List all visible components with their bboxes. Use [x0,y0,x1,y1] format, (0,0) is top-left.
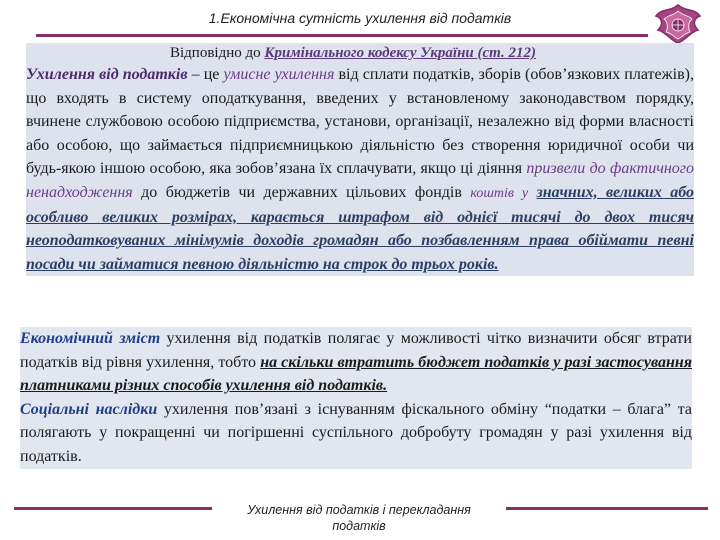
term-tax-evasion: Ухилення від податків [26,66,188,83]
footer-caption [212,502,506,534]
consequence-phrase: призвели до фактичного ненадходження [26,160,695,201]
page-title: 1.Економічна сутність ухилення від податків [208,10,512,26]
social-consequences-text: ухилення пов’язані з існуванням фіскального обміну “податки – блага” та полягають у покращенні чи погіршенні суспільного добробуту громадян у разі ухилення від податків. [20,400,693,465]
penalty-phrase: значних, великих або особливо великих розмірах, карається штрафом від однієї тисячі до двох тисяч неоподатковуваних мінімумів доходів громадян або позбавленням права обіймати певні посади чи займатися певною діяльністю на строк до трьох років. [26,183,695,273]
social-consequences-paragraph [20,398,692,469]
ornament-emblem-icon [652,2,704,46]
economic-social-block [20,327,692,469]
budget-loss-phrase: на скільки втратить бюджет податків у разі застосування платниками різних способів ухилення від податків. [20,353,693,395]
footer-line-2: податків [332,519,386,533]
header-divider [36,34,648,37]
footer-divider-left [14,507,212,510]
source-reference [26,43,694,63]
definition-text-3: до бюджетів чи державних цільових фондів [132,183,471,201]
criminal-code-link[interactable]: Кримінального кодексу України (ст. 212) [264,45,537,61]
economic-content-text: ухилення від податків полягає у можливості чітко визначити обсяг втрати податків від рівня ухилення, тобто [20,330,692,371]
economic-content-paragraph [20,327,692,398]
footer-line-1: Ухилення від податків і перекладання [247,503,471,517]
intent-phrase: умисне ухилення [223,66,335,83]
definition-text-1: – це [187,66,224,83]
social-consequences-label: Соціальні наслідки [20,400,158,418]
definition-text-4 [528,184,536,201]
funds-phrase: коштів у [470,185,529,201]
criminal-code-definition-block [26,43,694,276]
footer-divider-right [506,507,708,510]
source-prefix: Відповідно до [170,45,265,61]
definition-paragraph [26,63,694,276]
economic-content-label: Економічний зміст [20,330,161,347]
definition-text-2: від сплати податків, зборів (обов’язкових платежів), що входять в систему оподаткування, введених у встановленому законодавством порядку, вчинене службовою особою підприємства, установи, організації, незалежно від форми власності або особою, що займається підприємницькою діяльністю без створення юридичної особи чи будь-якою іншою особою, яка зобов’язана їх сплачувати, якщо ці діяння [26,66,694,178]
